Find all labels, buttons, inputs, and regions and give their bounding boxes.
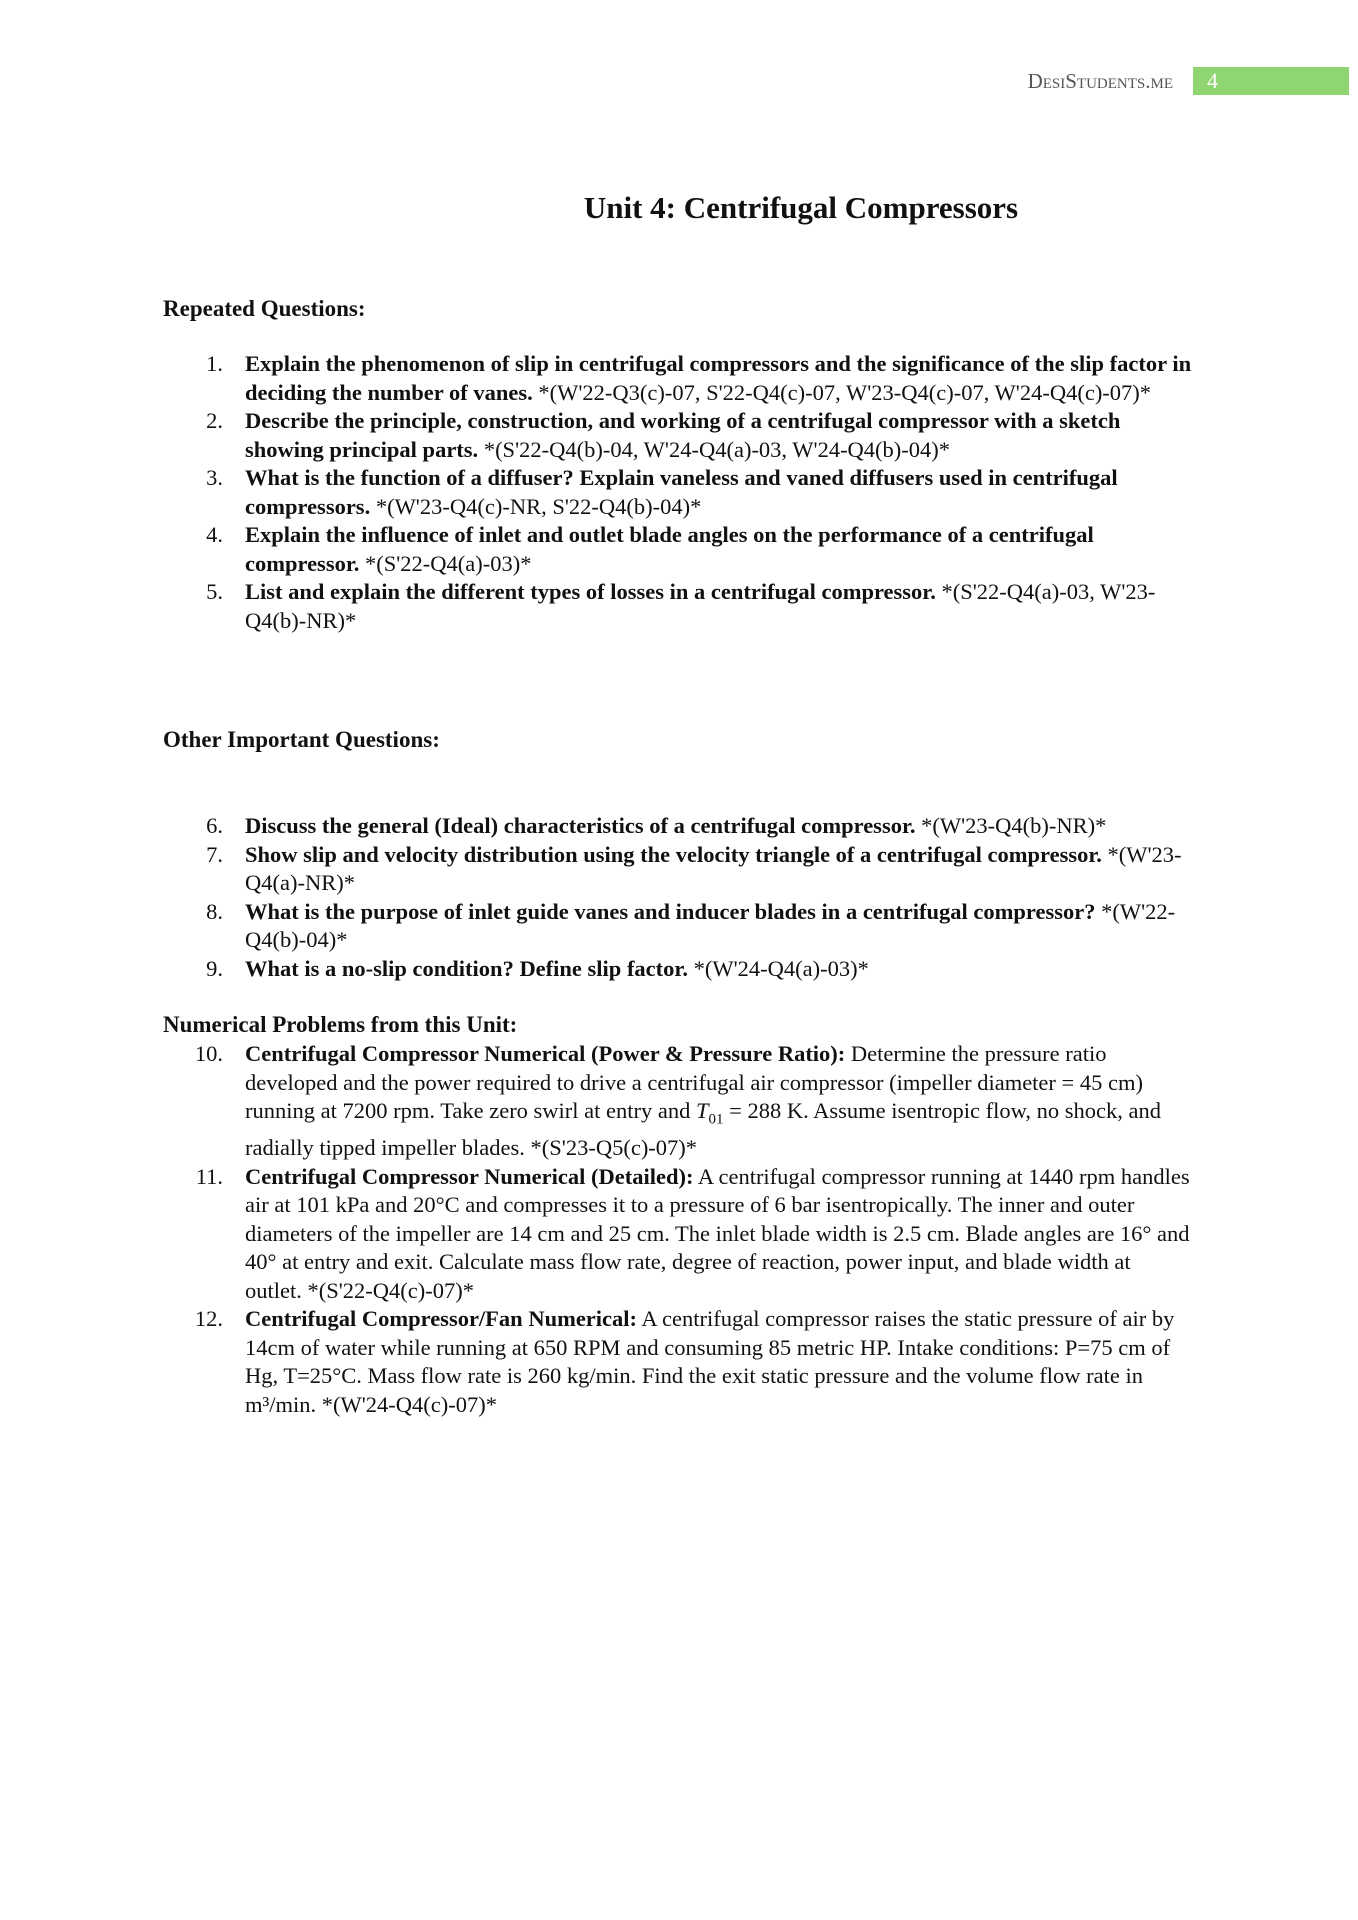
page-number: 4 (1193, 67, 1349, 95)
repeated-questions-list (163, 350, 1193, 635)
question-text: Centrifugal Compressor Numerical (Detailed): (245, 1163, 694, 1189)
question-text: Centrifugal Compressor/Fan Numerical: (245, 1306, 638, 1331)
question-number: 6. (206, 813, 223, 838)
question-number: 10. (194, 1041, 223, 1066)
question-ref: *(W'24-Q4(a)-03)* (687, 955, 869, 981)
question-item (163, 1040, 1193, 1163)
section-heading-numerical: Numerical Problems from this Unit: (163, 1012, 518, 1037)
question-item (163, 1163, 1193, 1306)
question-body-cont: = 288 K. Assume isentropic flow, no shock, and radially tipped impeller blades. *(S'23-Q5(c)-07)* (245, 1098, 1161, 1160)
question-text: Explain the influence of inlet and outlet blade angles on the performance of a centrifugal compressor. (245, 522, 1094, 576)
question-text: List and explain the different types of losses in a centrifugal compressor. (245, 579, 936, 604)
question-number: 9. (206, 955, 223, 981)
question-number: 12. (194, 1306, 223, 1331)
question-number: 2. (206, 408, 223, 433)
question-item (163, 407, 1193, 464)
math-variable: T (696, 1098, 709, 1123)
question-text: Show slip and velocity distribution using the velocity triangle of a centrifugal compressor. (245, 841, 1102, 867)
question-ref: *(S'22-Q4(a)-03)* (359, 550, 532, 576)
question-number: 4. (206, 522, 223, 547)
question-text: Describe the principle, construction, and working of a centrifugal compressor with a sketch showing principal parts. (245, 408, 1121, 462)
site-name: DesiStudents.me (1027, 69, 1173, 93)
other-questions-list (163, 812, 1193, 983)
page-header (0, 67, 1358, 97)
question-number: 11. (195, 1163, 223, 1189)
question-item (163, 898, 1193, 955)
question-item (163, 464, 1193, 521)
page-title (0, 190, 1358, 226)
question-text: Discuss the general (Ideal) characteristics of a centrifugal compressor. (245, 813, 916, 838)
question-body: A centrifugal compressor running at 1440 rpm handles air at 101 kPa and 20°C and compresses it to a pressure of 6 bar isentropically. The inner and outer diameters of the impeller are 14 cm and 25 cm. The inlet blade width is 2.5 cm. Blade angles are 16° and 40° at entry and exit. Calculate mass flow rate, degree of reaction, power input, and blade width at outlet. *(S'22-Q4(c)-07)* (245, 1163, 1190, 1303)
question-ref: *(S'22-Q4(a)-03, W'23-Q4(b)-NR)* (245, 579, 1156, 633)
question-number: 3. (206, 465, 223, 490)
question-body: Determine the pressure ratio developed and the power required to drive a centrifugal air compressor (impeller diameter = 45 cm) running at 7200 rpm. Take zero swirl at entry and (245, 1041, 1143, 1123)
question-item (163, 841, 1193, 898)
question-ref: *(W'22-Q3(c)-07, S'22-Q4(c)-07, W'23-Q4(c)-07, W'24-Q4(c)-07)* (532, 379, 1152, 405)
question-item (163, 350, 1193, 407)
question-body: A centrifugal compressor raises the static pressure of air by 14cm of water while running at 650 RPM and consuming 85 metric HP. Intake conditions: P=75 cm of Hg, T=25°C. Mass flow rate is 260 kg/min. Find the exit static pressure and the volume flow rate in m³/min. *(W'24-Q4(c)-07)* (245, 1306, 1175, 1417)
page-title-text: Unit 4: Centrifugal Compressors (583, 190, 1019, 225)
question-ref: *(W'23-Q4(c)-NR, S'22-Q4(b)-04)* (370, 493, 702, 519)
section-heading-other: Other Important Questions: (163, 727, 440, 752)
question-number: 1. (206, 351, 223, 376)
math-subscript: 01 (708, 1111, 724, 1128)
question-item (163, 1305, 1193, 1419)
question-text: What is the function of a diffuser? Explain vaneless and vaned diffusers used in centrifugal compressors. (245, 465, 1118, 519)
question-number: 5. (206, 579, 223, 604)
question-text: What is a no-slip condition? Define slip factor. (245, 955, 688, 981)
question-ref: *(W'23-Q4(b)-NR)* (915, 813, 1107, 838)
question-ref: *(W'23-Q4(a)-NR)* (245, 841, 1182, 895)
question-item (163, 578, 1193, 635)
question-number: 8. (206, 898, 223, 924)
question-text: Centrifugal Compressor Numerical (Power & Pressure Ratio): (245, 1041, 846, 1066)
question-item (163, 521, 1193, 578)
question-text: What is the purpose of inlet guide vanes and inducer blades in a centrifugal compressor? (245, 898, 1096, 924)
question-ref: *(S'22-Q4(b)-04, W'24-Q4(a)-03, W'24-Q4(b)-04)* (478, 436, 951, 462)
question-item (163, 955, 1193, 984)
question-text: Explain the phenomenon of slip in centrifugal compressors and the significance of the slip factor in deciding the number of vanes. (245, 351, 1192, 405)
question-ref: *(W'22-Q4(b)-04)* (245, 898, 1176, 952)
question-number: 7. (206, 841, 223, 867)
section-heading-repeated: Repeated Questions: (163, 296, 366, 321)
numerical-problems-list (163, 1040, 1193, 1419)
question-item (163, 812, 1193, 841)
